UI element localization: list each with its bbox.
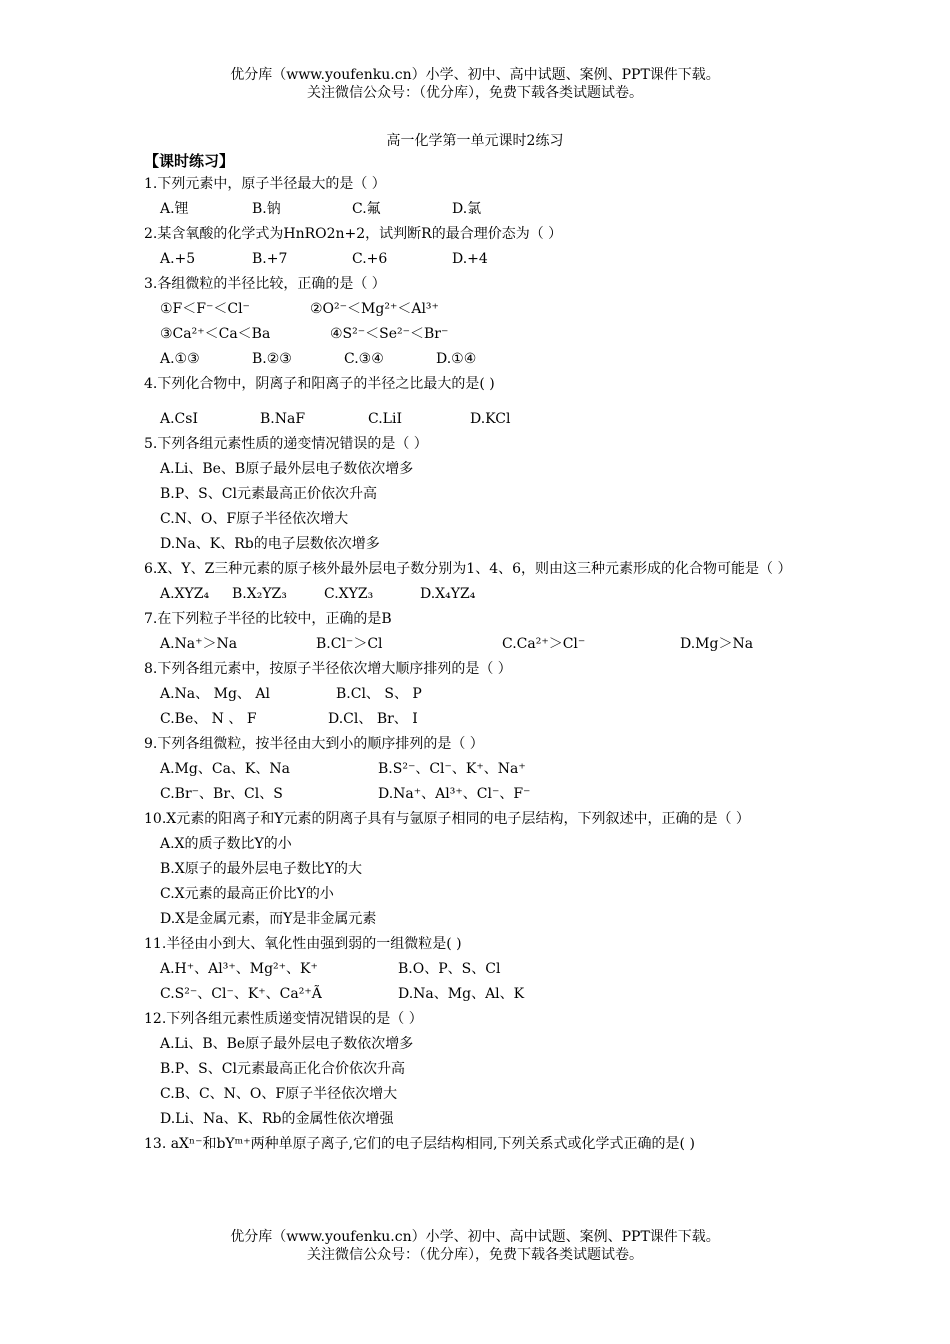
- question-6-stem: 6.X、Y、Z三种元素的原子核外最外层电子数分别为1、4、6，则由这三种元素形成的化合物可能是（ ）: [144, 561, 792, 577]
- option: B.Cl⁻＞Cl: [316, 636, 383, 652]
- section-heading: 【课时练习】: [144, 152, 235, 170]
- option: A.①③: [160, 351, 200, 367]
- option: B.NaF: [260, 411, 306, 427]
- option: A.Li、Be、B原子最外层电子数依次增多: [160, 461, 414, 477]
- item: ②O²⁻＜Mg²⁺＜Al³⁺: [310, 301, 439, 317]
- option: D.Na⁺、Al³⁺、Cl⁻、F⁻: [378, 786, 531, 802]
- option: D.KCl: [470, 411, 511, 427]
- option: D.X是金属元素，而Y是非金属元素: [160, 911, 377, 927]
- question-3-stem: 3.各组微粒的半径比较，正确的是（ ）: [144, 276, 386, 292]
- question-3-options: [144, 347, 824, 372]
- question-8-options-row-1: [144, 682, 824, 707]
- question-10-stem: 10.X元素的阳离子和Y元素的阴离子具有与氩原子相同的电子层结构，下列叙述中，正确的是（ ）: [144, 811, 750, 827]
- option: C.+6: [352, 251, 388, 267]
- option: C.LiI: [368, 411, 402, 427]
- page-footer: [0, 1228, 950, 1264]
- question-9-options-row-2: [144, 782, 824, 807]
- option: C.XYZ₃: [324, 586, 374, 602]
- option: B.+7: [252, 251, 288, 267]
- option: D.Mg＞Na: [680, 636, 754, 652]
- question-1-options: [144, 197, 824, 222]
- footer-line-2: 关注微信公众号：（优分库），免费下载各类试题试卷。: [307, 1247, 643, 1263]
- option: B.Cl、 S、 P: [336, 686, 422, 702]
- question-12-stem: 12.下列各组元素性质递变情况错误的是（ ）: [144, 1011, 423, 1027]
- option: B.②③: [252, 351, 292, 367]
- question-9-options-row-1: [144, 757, 824, 782]
- option: D.Cl、 Br、 I: [328, 711, 418, 727]
- question-8-options-row-2: [144, 707, 824, 732]
- question-13-stem: 13. aXⁿ⁻和bYᵐ⁺两种单原子离子,它们的电子层结构相同,下列关系式或化学式正确的是( ): [144, 1136, 695, 1152]
- question-5-stem: 5.下列各组元素性质的递变情况错误的是（ ）: [144, 436, 428, 452]
- option: A.Na、 Mg、 Al: [160, 686, 270, 702]
- question-3-items-row-1: [144, 297, 824, 322]
- option: D.氯: [452, 201, 482, 217]
- question-4-stem: 4.下列化合物中，阴离子和阳离子的半径之比最大的是( ): [144, 376, 495, 392]
- option: D.Na、Mg、Al、K: [398, 986, 525, 1002]
- question-8-stem: 8.下列各组元素中，按原子半径依次增大顺序排列的是（ ）: [144, 661, 512, 677]
- question-4-options: [144, 407, 824, 432]
- option: B.X原子的最外层电子数比Y的大: [160, 861, 362, 877]
- option: D.Na、K、Rb的电子层数依次增多: [160, 536, 380, 552]
- option: A.Li、B、Be原子最外层电子数依次增多: [160, 1036, 414, 1052]
- question-11-options-row-2: [144, 982, 824, 1007]
- option: C.氟: [352, 201, 381, 217]
- option: B.P、S、Cl元素最高正化合价依次升高: [160, 1061, 405, 1077]
- option: C.S²⁻、Cl⁻、K⁺、Ca²⁺Ã: [160, 986, 322, 1002]
- option: B.S²⁻、Cl⁻、K⁺、Na⁺: [378, 761, 526, 777]
- question-2-stem: 2.某含氧酸的化学式为HnRO2n+2，试判断R的最合理价态为（ ）: [144, 226, 563, 242]
- question-2-options: [144, 247, 824, 272]
- option: A.X的质子数比Y的小: [160, 836, 292, 852]
- question-3-items-row-2: [144, 322, 824, 347]
- option: C.Be、 N 、 F: [160, 711, 257, 727]
- option: A.+5: [160, 251, 196, 267]
- option: C.B、C、N、O、F原子半径依次增大: [160, 1086, 398, 1102]
- option: C.N、O、F原子半径依次增大: [160, 511, 349, 527]
- option: A.Na⁺＞Na: [160, 636, 238, 652]
- option: D.①④: [436, 351, 477, 367]
- option: A.Mg、Ca、K、Na: [160, 761, 290, 777]
- question-11-options-row-1: [144, 957, 824, 982]
- option: D.Li、Na、K、Rb的金属性依次增强: [160, 1111, 394, 1127]
- option: A.CsI: [160, 411, 198, 427]
- option: B.P、S、Cl元素最高正价依次升高: [160, 486, 377, 502]
- option: D.X₄YZ₄: [420, 586, 476, 602]
- question-11-stem: 11.半径由小到大、氧化性由强到弱的一组微粒是( ): [144, 936, 462, 952]
- item: ④S²⁻＜Se²⁻＜Br⁻: [330, 326, 449, 342]
- option: B.O、P、S、Cl: [398, 961, 501, 977]
- item: ①F＜F⁻＜Cl⁻: [160, 301, 250, 317]
- question-1-stem: 1.下列元素中，原子半径最大的是（ ）: [144, 176, 386, 192]
- page-header: [0, 66, 950, 102]
- footer-line-1: 优分库（www.youfenku.cn）小学、初中、高中试题、案例、PPT课件下载。: [230, 1229, 720, 1245]
- option: C.③④: [344, 351, 384, 367]
- question-7-stem: 7.在下列粒子半径的比较中，正确的是B: [144, 611, 392, 627]
- option: C.X元素的最高正价比Y的小: [160, 886, 334, 902]
- option: A.XYZ₄: [160, 586, 210, 602]
- page-title: 高一化学第一单元课时2练习: [386, 133, 564, 149]
- question-7-options: [144, 632, 824, 657]
- option: C.Ca²⁺＞Cl⁻: [502, 636, 586, 652]
- question-6-options: [144, 582, 824, 607]
- header-line-2: 关注微信公众号：（优分库），免费下载各类试题试卷。: [307, 85, 643, 101]
- document-body: [144, 150, 824, 1157]
- option: B.X₂YZ₃: [232, 586, 287, 602]
- option: D.+4: [452, 251, 488, 267]
- item: ③Ca²⁺＜Ca＜Ba: [160, 326, 271, 342]
- option: A.H⁺、Al³⁺、Mg²⁺、K⁺: [160, 961, 318, 977]
- header-line-1: 优分库（www.youfenku.cn）小学、初中、高中试题、案例、PPT课件下载。: [230, 67, 720, 83]
- option: C.Br⁻、Br、Cl、S: [160, 786, 283, 802]
- question-9-stem: 9.下列各组微粒，按半径由大到小的顺序排列的是（ ）: [144, 736, 484, 752]
- option: A.锂: [160, 201, 189, 217]
- option: B.钠: [252, 201, 281, 217]
